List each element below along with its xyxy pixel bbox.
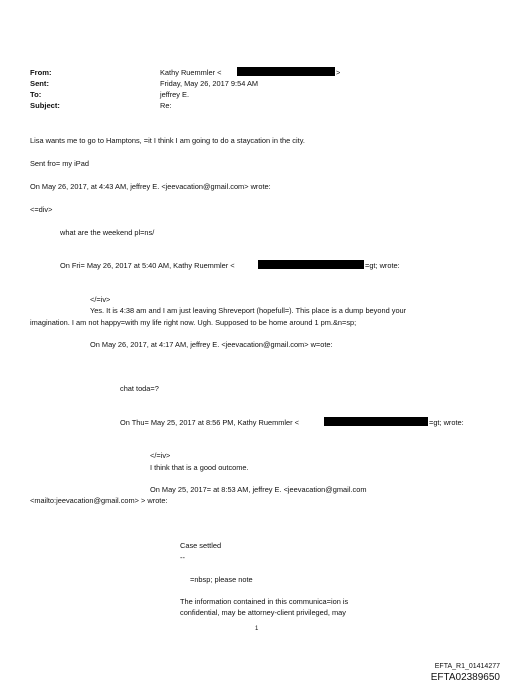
body-line: chat toda=? bbox=[120, 384, 159, 393]
body-line: -- bbox=[180, 553, 185, 562]
body-line: what are the weekend pl=ns/ bbox=[60, 228, 155, 237]
body-line: =gt; wrote: bbox=[365, 261, 400, 270]
body-line: Lisa wants me to go to Hamptons, =it I think I am going to do a staycation in the city. bbox=[30, 136, 305, 145]
body-line: I think that is a good outcome. bbox=[150, 463, 249, 472]
body-line: <=div> bbox=[30, 205, 53, 214]
body-line: On May 26, 2017, at 4:43 AM, jeffrey E. <jeevacation@gmail.com> wrote: bbox=[30, 182, 271, 191]
body-line: =gt; wrote: bbox=[429, 418, 464, 427]
body-line: Case settled bbox=[180, 541, 222, 550]
sent-value: Friday, May 26, 2017 9:54 AM bbox=[160, 79, 259, 88]
body-line: <mailto:jeevacation@gmail.com> > wrote: bbox=[30, 496, 168, 505]
body-line: On May 26, 2017, at 4:17 AM, jeffrey E. <jeevacation@gmail.com> w=ote: bbox=[90, 340, 333, 349]
from-close: > bbox=[336, 68, 341, 77]
body-line: On May 25, 2017= at 8:53 AM, jeffrey E. <jeevacation@gmail.com bbox=[150, 485, 367, 494]
redaction-bar bbox=[324, 417, 428, 426]
body-line: Yes. It is 4:38 am and I am just leaving Shreveport (hopefull=). This place is a dump beyond your bbox=[90, 306, 407, 315]
subject-value: Re: bbox=[160, 101, 172, 110]
from-value: Kathy Ruemmler < bbox=[160, 68, 222, 77]
bates-id-2: EFTA02389650 bbox=[430, 672, 500, 683]
page-number: 1 bbox=[255, 626, 259, 632]
redaction-bar bbox=[237, 67, 335, 76]
to-value: jeffrey E. bbox=[160, 90, 190, 99]
body-line: On Fri= May 26, 2017 at 5:40 AM, Kathy Ruemmler < bbox=[60, 261, 235, 270]
redaction-bar bbox=[258, 260, 364, 269]
body-line: The information contained in this communica=ion is bbox=[180, 597, 349, 606]
body-line: </=iv> bbox=[90, 295, 111, 304]
body-line: =nbsp; please note bbox=[190, 575, 253, 584]
to-label: To: bbox=[30, 90, 42, 99]
body-line: Sent fro= my iPad bbox=[30, 159, 89, 168]
body-line: imagination. I am not happy=with my life right now. Ugh. Supposed to be home around 1 pm.&n=sp; bbox=[30, 318, 357, 327]
subject-label: Subject: bbox=[30, 101, 60, 110]
sent-label: Sent: bbox=[30, 79, 49, 88]
body-line: On Thu= May 25, 2017 at 8:56 PM, Kathy Ruemmler < bbox=[120, 418, 299, 427]
body-line: confidential, may be attorney-client privileged, may bbox=[180, 608, 346, 617]
from-label: From: bbox=[30, 68, 52, 77]
bates-id-1: EFTA_R1_01414277 bbox=[434, 663, 500, 670]
body-line: </=iv> bbox=[150, 451, 171, 460]
